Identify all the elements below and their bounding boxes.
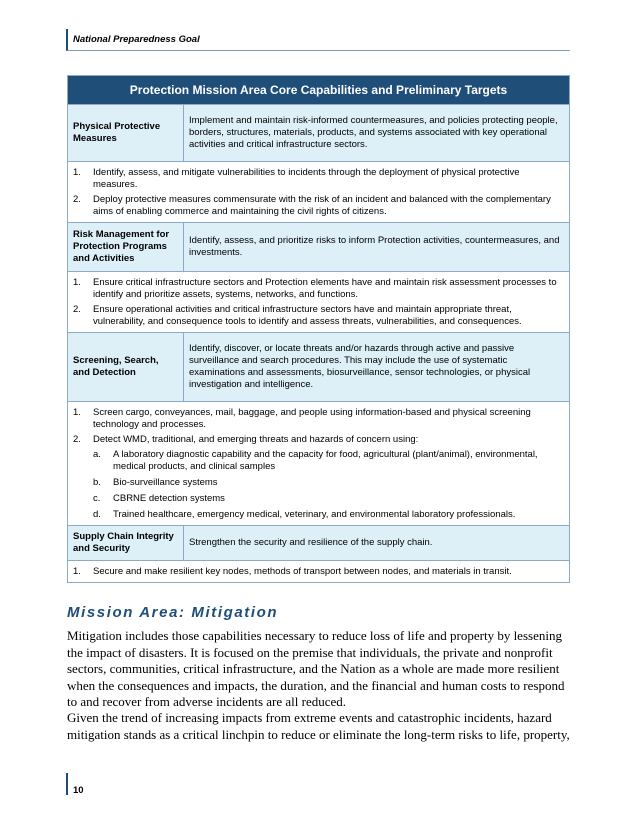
target-item: [73, 566, 564, 578]
mission-paragraph-1: Mitigation includes those capabilities necessary to reduce loss of life and property by lessening the impact of disasters. It is focused on the premise that individuals, the private and nonprofit sectors, communities, critical infrastructure, and the Nation as a whole are made more resilient when the consequences and impacts, the duration, and the financial and human costs to respond to and recover from adverse incidents are all reduced.: [67, 628, 565, 709]
capability-description: Implement and maintain risk-informed countermeasures, and policies protecting people, borders, structures, materials, products, and systems associated with key operational activities and critical infrastructure sectors.: [184, 105, 570, 162]
capability-name: Risk Management for Protection Programs and Activities: [68, 223, 184, 272]
capability-description: Identify, assess, and prioritize risks to inform Protection activities, countermeasures, and investments.: [184, 223, 570, 272]
targets-cell: [68, 561, 570, 583]
targets-cell: [68, 402, 570, 526]
sub-target-letter: b.: [93, 477, 101, 488]
target-item: [73, 407, 564, 431]
targets-list: [73, 566, 564, 578]
targets-row: [68, 162, 570, 223]
target-text: Screen cargo, conveyances, mail, baggage, and people using information-based and physical screening technology and processes.: [93, 407, 531, 430]
targets-list: [73, 277, 564, 328]
sub-target-text: CBRNE detection systems: [113, 493, 225, 504]
core-capabilities-table: [67, 75, 570, 583]
targets-row: [68, 561, 570, 583]
capability-description: Strengthen the security and resilience of the supply chain.: [184, 526, 570, 561]
capability-row-physical-protective-measures: [68, 105, 570, 162]
capability-row-supply-chain: [68, 526, 570, 561]
target-item: [73, 434, 564, 521]
target-item: [73, 167, 564, 191]
targets-list: [73, 407, 564, 521]
sub-target-text: Trained healthcare, emergency medical, veterinary, and environmental laboratory professionals.: [113, 509, 516, 520]
target-number: 2.: [73, 434, 81, 445]
sub-target-letter: c.: [93, 493, 101, 504]
table-title-row: [68, 76, 570, 105]
target-number: 1.: [73, 407, 81, 418]
page-number: 10: [66, 773, 113, 795]
target-number: 1.: [73, 277, 81, 288]
sub-target-item: [93, 449, 564, 473]
targets-cell: [68, 162, 570, 223]
target-text: Ensure operational activities and critical infrastructure sectors have and maintain appropriate threat, vulnerability, and consequence tools to identify and assess threats, vulnerabilities, and consequences.: [93, 304, 522, 327]
sub-target-item: [93, 493, 564, 505]
targets-list: [73, 167, 564, 218]
capability-row-screening-search-detection: [68, 333, 570, 402]
sub-target-text: Bio-surveillance systems: [113, 477, 218, 488]
sub-target-letter: a.: [93, 449, 101, 460]
mission-paragraph-2: Given the trend of increasing impacts from extreme events and catastrophic incidents, hazard mitigation stands as a critical linchpin to reduce or eliminate the long-term risks to life, property,: [67, 710, 570, 742]
target-text: Detect WMD, traditional, and emerging threats and hazards of concern using:: [93, 434, 419, 445]
target-number: 2.: [73, 304, 81, 315]
sub-target-item: [93, 509, 564, 521]
target-number: 1.: [73, 167, 81, 178]
sub-target-text: A laboratory diagnostic capability and the capacity for food, agricultural (plant/animal), environmental, medical products, and clinical samples: [113, 449, 538, 472]
target-text: Identify, assess, and mitigate vulnerabilities to incidents through the deployment of physical protective measures.: [93, 167, 520, 190]
capability-name: Physical Protective Measures: [68, 105, 184, 162]
target-number: 2.: [73, 194, 81, 205]
target-item: [73, 277, 564, 301]
target-text: Ensure critical infrastructure sectors and Protection elements have and maintain risk assessment processes to identify and prioritize assets, systems, networks, and functions.: [93, 277, 557, 300]
mission-area-heading: Mission Area: Mitigation: [67, 604, 279, 621]
capability-name: Supply Chain Integrity and Security: [68, 526, 184, 561]
sub-targets-list: [93, 449, 564, 521]
target-text: Secure and make resilient key nodes, methods of transport between nodes, and materials in transit.: [93, 566, 512, 577]
target-item: [73, 194, 564, 218]
capability-description: Identify, discover, or locate threats and/or hazards through active and passive surveillance and search procedures. This may include the use of systematic examinations and assessments, biosurveillance, sensor technologies, or physical investigation and intelligence.: [184, 333, 570, 402]
target-text: Deploy protective measures commensurate with the risk of an incident and balanced with the complementary aims of enabling commerce and maintaining the civil rights of citizens.: [93, 194, 551, 217]
capability-name: Screening, Search, and Detection: [68, 333, 184, 402]
targets-row: [68, 402, 570, 526]
capability-row-risk-management: [68, 223, 570, 272]
running-header: National Preparedness Goal: [66, 29, 570, 51]
target-number: 1.: [73, 566, 81, 577]
target-item: [73, 304, 564, 328]
sub-target-letter: d.: [93, 509, 101, 520]
table-title: Protection Mission Area Core Capabilities and Preliminary Targets: [68, 76, 570, 105]
targets-row: [68, 272, 570, 333]
sub-target-item: [93, 477, 564, 489]
targets-cell: [68, 272, 570, 333]
